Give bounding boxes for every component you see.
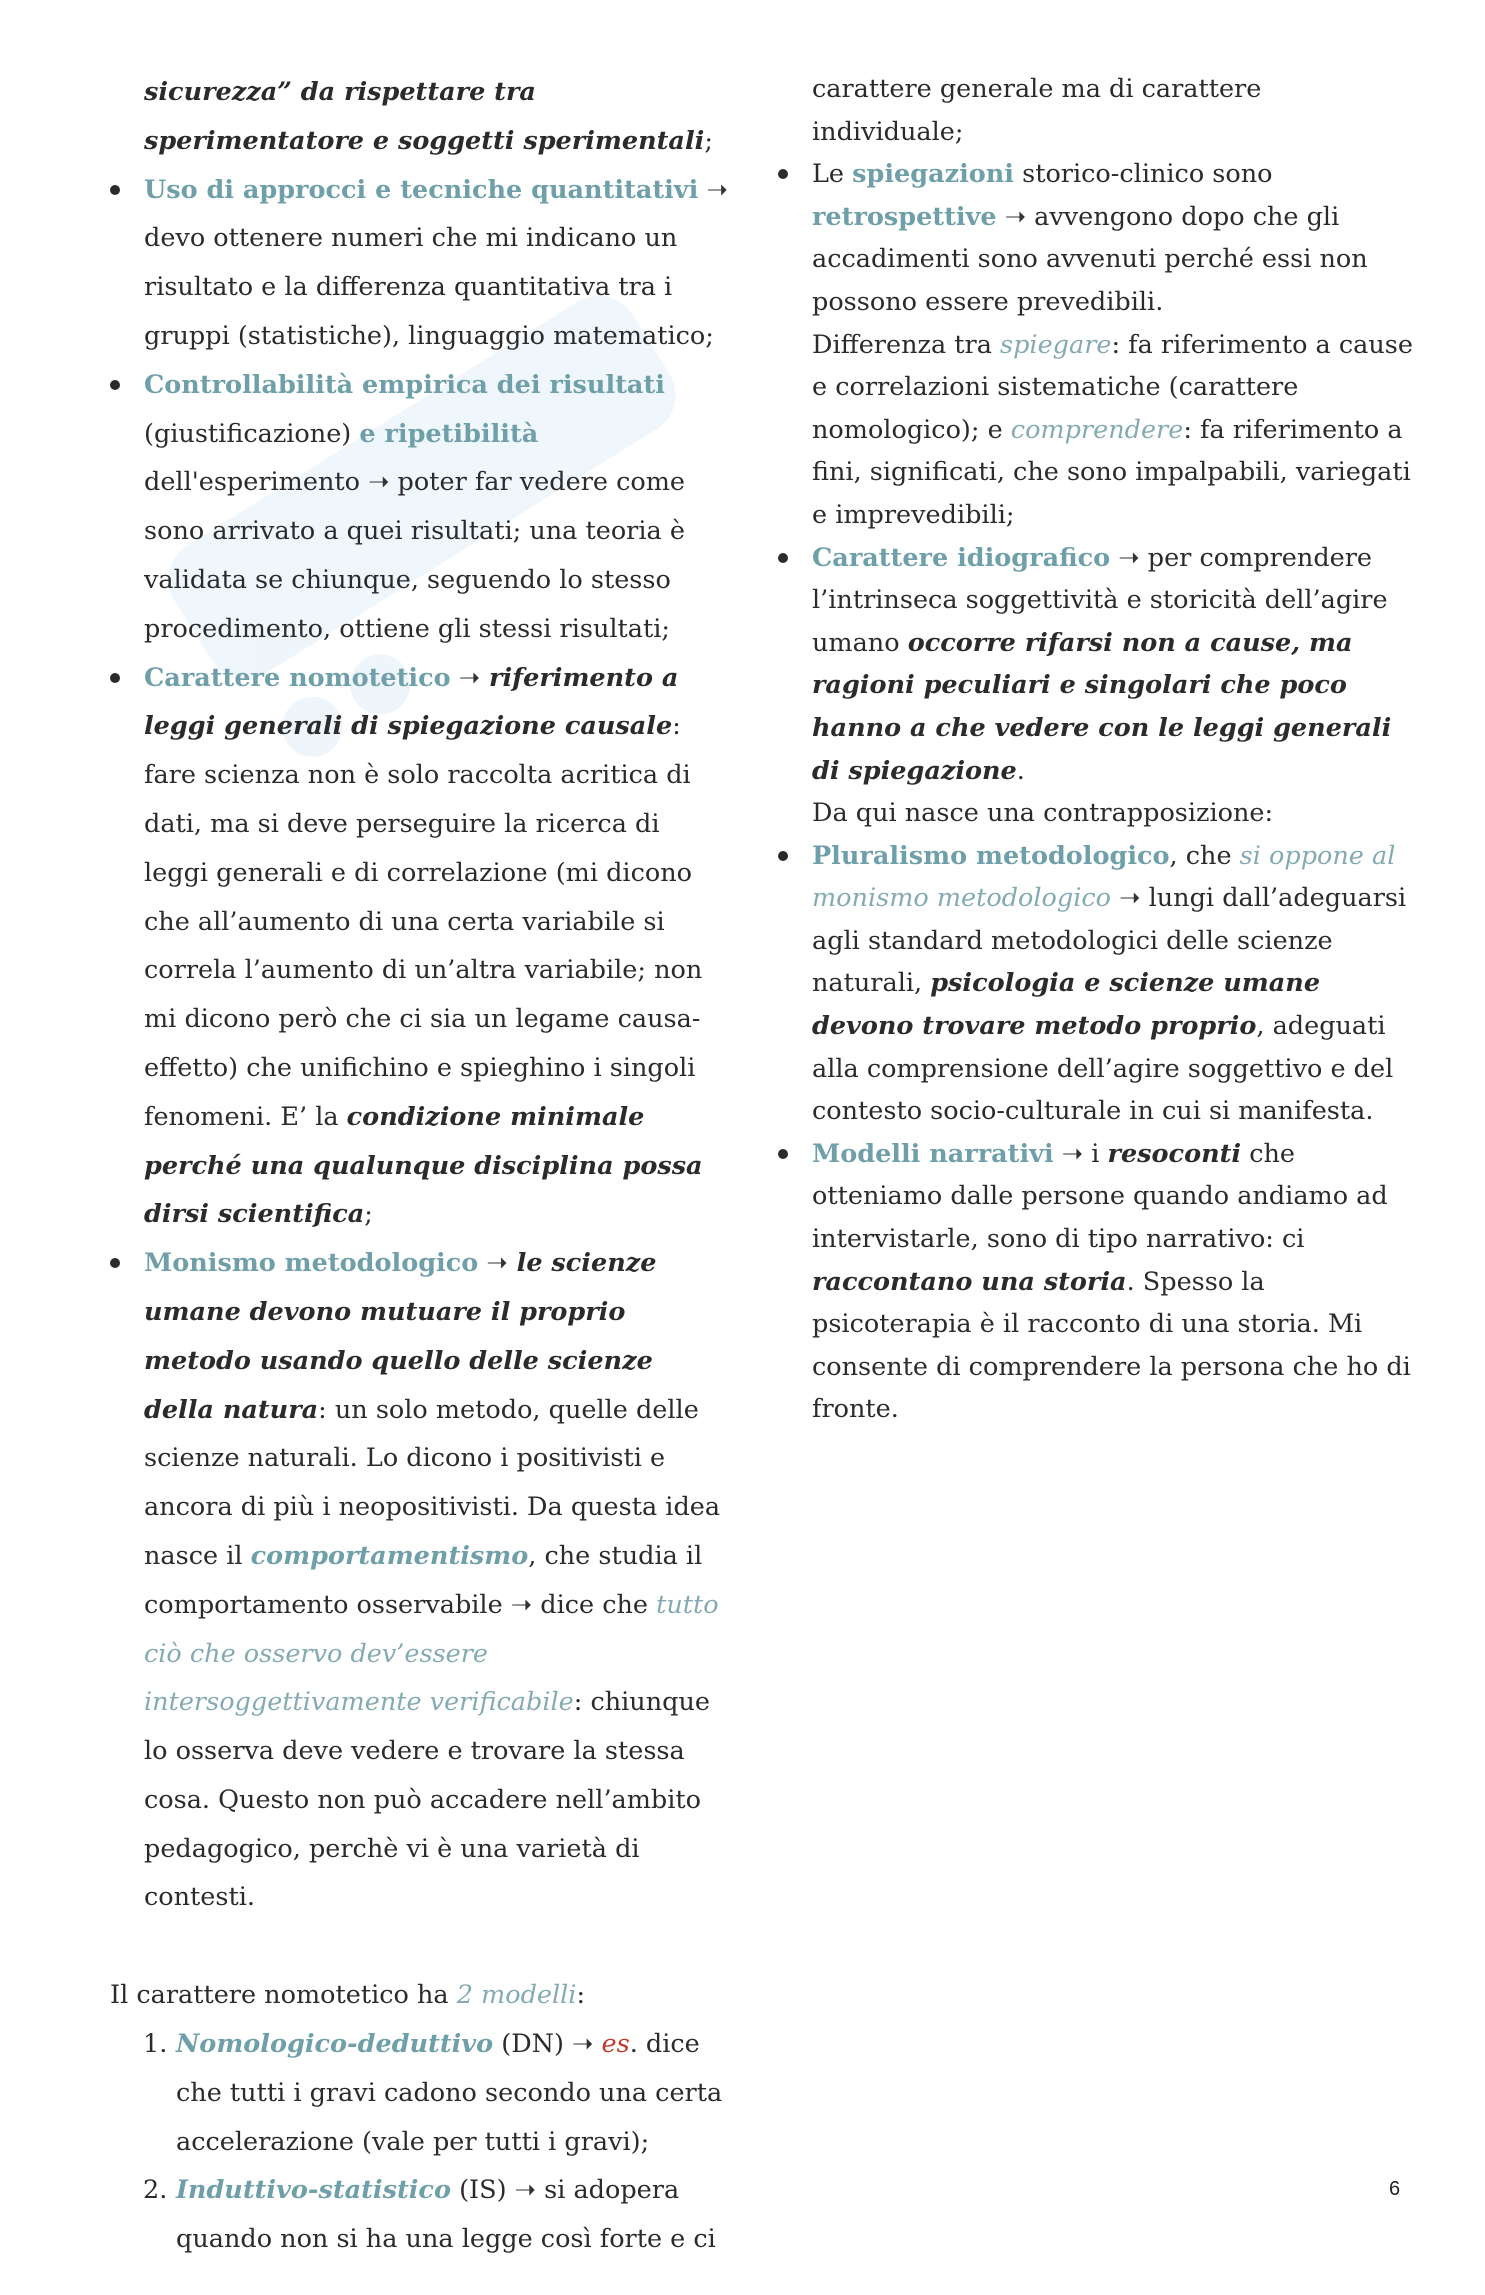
left-column [110,68,728,2264]
arrow-icon: ➝ [1118,542,1140,573]
list-item: Carattere idiografico ➝ per comprendere l’intrinseca soggettività e storicità dell’agire umano occorre rifarsi non a cause, ma ragioni peculiari e singolari che poco hanno a che vedere con le leggi generali di spiegazione. [778,537,1418,793]
list-item: Nomologico-deduttivo (DN) ➝ es. dice che tutti i gravi cadono secondo una certa accelerazione (vale per tutti i gravi); [176,2029,723,2157]
arrow-icon: ➝ [458,662,481,693]
left-bullet-list [110,166,728,1923]
list-item: Induttivo-statistico (IS) ➝ si adopera quando non si ha una legge così forte e ci [176,2175,716,2255]
arrow-icon: ➝ [510,1589,533,1620]
list-item: Carattere nomotetico ➝ riferimento a leggi generali di spiegazione causale: fare scienza non è solo raccolta acritica di dati, ma si deve perseguire la ricerca di leggi generali e di correlazione (mi dicono che all’aumento di una certa variabile si correla l’aumento di un’altra variabile; non mi dicono però che ci sia un legame causa-effetto) che unifichino e spieghino i singoli fenomeni. E’ la condizione minimale perché una qualunque disciplina possa dirsi scientifica; [110,654,728,1240]
arrow-icon: ➝ [572,2029,594,2060]
list-item: Pluralismo metodologico, che si oppone al monismo metodologico ➝ lungi dall’adeguarsi agli standard metodologici delle scienze naturali, psicologia e scienze umane devono trovare metodo proprio, adeguati alla comprensione dell’agire soggettivo e del contesto socio-culturale in cui si manifesta. [778,835,1418,1133]
right-bullet-list-2 [778,537,1418,793]
difference-paragraph: Differenza tra spiegare: fa riferimento a cause e correlazioni sistematiche (carattere nomologico); e comprendere: fa riferimento a fini, significati, che sono impalpabili, variegati e imprevedibili; [812,329,1413,530]
right-bullet-list-3 [778,835,1418,1431]
list-item: Uso di approcci e tecniche quantitativi ➝ devo ottenere numeri che mi indicano un risultato e la differenza quantitativa tra i gruppi (statistiche), linguaggio matematico; [110,166,728,361]
arrow-icon: ➝ [1119,883,1141,914]
page-number: 6 [1389,2178,1401,2200]
list-item: Controllabilità empirica dei risultati (giustificazione) e ripetibilità dell'esperimento ➝ poter far vedere come sono arrivato a quei risultati; una teoria è validata se chiunque, seguendo lo stesso procedimento, ottiene gli stessi risultati; [110,361,728,654]
models-list [110,2020,728,2264]
arrow-icon: ➝ [1061,1138,1084,1169]
continued-text: sicurezza” da rispettare tra sperimentatore e soggetti sperimentali; [144,77,713,156]
right-bullet-list [778,153,1418,323]
continued-text: carattere generale ma di carattere individuale; [812,74,1262,147]
right-column [778,68,1418,1431]
arrow-icon: ➝ [486,1248,508,1279]
list-item: Monismo metodologico ➝ le scienze umane devono mutuare il proprio metodo usando quello delle scienze della natura: un solo metodo, quelle delle scienze naturali. Lo dicono i positivisti e ancora di più i neopositivisti. Da questa idea nasce il comportamentismo, che studia il comportamento osservabile ➝ dice che tutto ciò che osservo dev’essere intersoggettivamente verificabile: chiunque lo osserva deve vedere e trovare la stessa cosa. Questo non può accadere nell’ambito pedagogico, perchè vi è una varietà di contesti. [110,1239,728,1922]
arrow-icon: ➝ [514,2175,537,2206]
models-intro: Il carattere nomotetico ha 2 modelli: [110,1980,586,2011]
contrast-line: Da qui nasce una contrapposizione: [812,798,1274,829]
arrow-icon: ➝ [368,467,390,498]
arrow-icon: ➝ [706,174,728,205]
list-item: Le spiegazioni storico-clinico sono retrospettive ➝ avvengono dopo che gli accadimenti sono avvenuti perché essi non possono essere prevedibili. [778,153,1418,323]
list-item: Modelli narrativi ➝ i resoconti che otteniamo dalle persone quando andiamo ad intervistarle, sono di tipo narrativo: ci raccontano una storia. Spesso la psicoterapia è il racconto di una storia. Mi consente di comprendere la persona che ho di fronte. [778,1133,1418,1431]
arrow-icon: ➝ [1004,201,1027,232]
